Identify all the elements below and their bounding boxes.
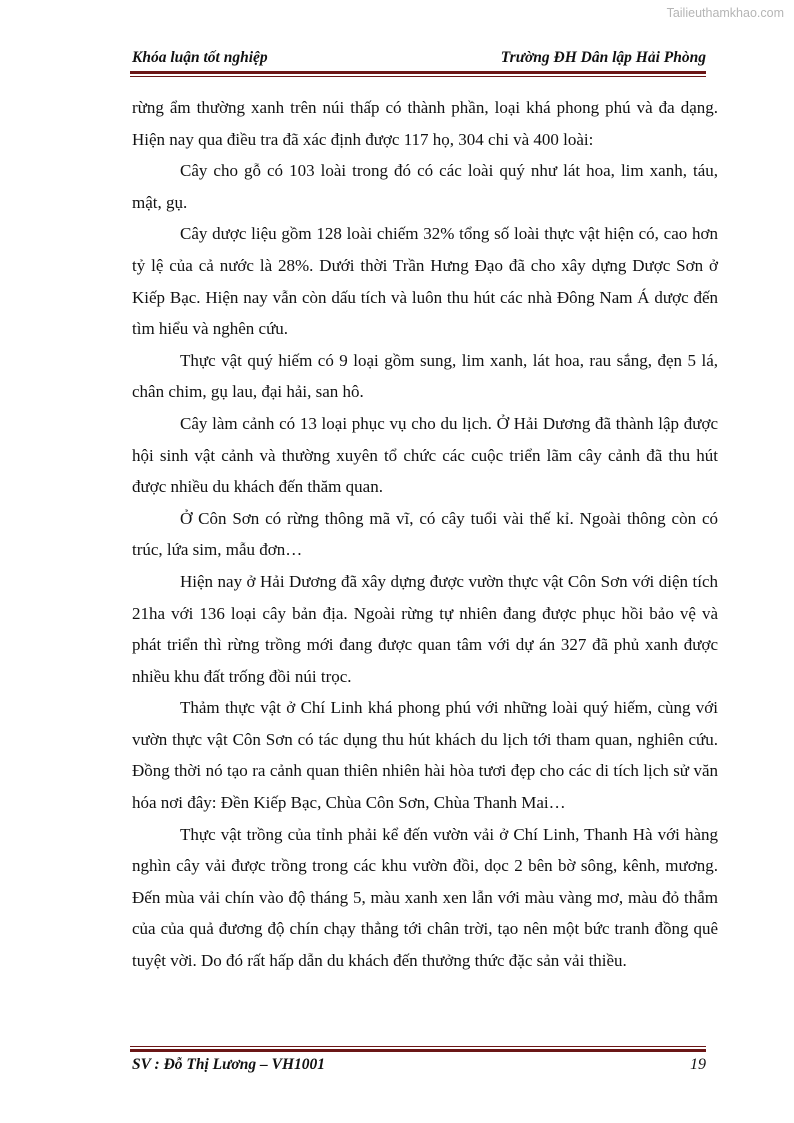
paragraph-medicinal-plants: Cây dược liệu gồm 128 loài chiếm 32% tổng số loài thực vật hiện có, cao hơn tỷ lệ của cả nước là 28%. Dưới thời Trần Hưng Đạo đã cho xây dựng Dược Sơn ở Kiếp Bạc. Hiện nay vẫn còn dấu tích và luôn thu hút các nhà Đông Nam Á dược đến tìm hiểu và nghên cứu. bbox=[132, 224, 718, 339]
paragraph-con-son-forest: Ở Côn Sơn có rừng thông mã vĩ, có cây tuổi vài thế kỉ. Ngoài thông còn có trúc, lứa sim, mẫu đơn… bbox=[132, 508, 718, 560]
header-rule-thin bbox=[130, 76, 706, 77]
footer-rule-thick bbox=[130, 1049, 706, 1052]
page-footer bbox=[132, 1056, 706, 1078]
paragraph-timber-trees: Cây cho gỗ có 103 loài trong đó có các loài quý như lát hoa, lim xanh, táu, mật, gụ. bbox=[132, 161, 718, 212]
page-header bbox=[132, 49, 706, 71]
page-number: 19 bbox=[690, 1056, 706, 1073]
paragraph-ornamental-plants: Cây làm cảnh có 13 loại phục vụ cho du lịch. Ở Hải Dương đã thành lập được hội sinh vật cảnh và thường xuyên tổ chức các cuộc triển lãm cây cảnh đã thu hút được nhiều du khách đến thăm quan. bbox=[132, 413, 718, 497]
footer-student: SV : Đỗ Thị Lương – VH1001 bbox=[132, 1056, 326, 1073]
paragraph-rare-plants: Thực vật quý hiếm có 9 loại gồm sung, lim xanh, lát hoa, rau sắng, đẹn 5 lá, chân chim, gụ lau, đại hải, san hô. bbox=[132, 350, 718, 402]
header-thesis-title: Khóa luận tốt nghiệp bbox=[132, 49, 268, 66]
header-university: Trường ĐH Dân lập Hải Phòng bbox=[500, 49, 706, 66]
paragraph-chi-linh-vegetation: Thảm thực vật ở Chí Linh khá phong phú với những loài quý hiếm, cùng với vườn thực vật Côn Sơn có tác dụng thu hút khách du lịch tới tham quan, nghiên cứu. Đồng thời nó tạo ra cảnh quan thiên nhiên hài hòa tươi đẹp cho các di tích lịch sử văn hóa nơi đây: Đền Kiếp Bạc, Chùa Côn Sơn, Chùa Thanh Mai… bbox=[132, 698, 718, 813]
watermark: Tailieuthamkhao.com bbox=[666, 6, 784, 20]
paragraph-continuation: rừng ẩm thường xanh trên núi thấp có thành phần, loại khá phong phú và đa dạng. Hiện nay qua điều tra đã xác định được 117 họ, 304 chi và 400 loài: bbox=[132, 98, 718, 149]
paragraph-botanical-garden: Hiện nay ở Hải Dương đã xây dựng được vườn thực vật Côn Sơn với diện tích 21ha với 136 loại cây bản địa. Ngoài rừng tự nhiên đang được phục hồi bảo vệ và phát triển thì rừng trồng mới đang được quan tâm với dự án 327 đã phủ xanh được nhiều khu đất trống đồi núi trọc. bbox=[132, 571, 718, 686]
footer-rule-thin bbox=[130, 1046, 706, 1047]
header-rule-thick bbox=[130, 71, 706, 74]
body-text bbox=[132, 92, 718, 977]
paragraph-lychee-gardens: Thực vật trồng của tỉnh phải kể đến vườn vải ở Chí Linh, Thanh Hà với hàng nghìn cây vải được trồng trong các khu vườn đồi, dọc 2 bên bờ sông, kênh, mương. Đến mùa vải chín vào độ tháng 5, màu xanh xen lẫn với màu vàng mơ, màu đỏ thẫm của của quả đương độ chín chạy thẳng tới chân trời, tạo nên một bức tranh đồng quê tuyệt vời. Do đó rất hấp dẫn du khách đến thưởng thức đặc sản vải thiều. bbox=[132, 824, 718, 971]
